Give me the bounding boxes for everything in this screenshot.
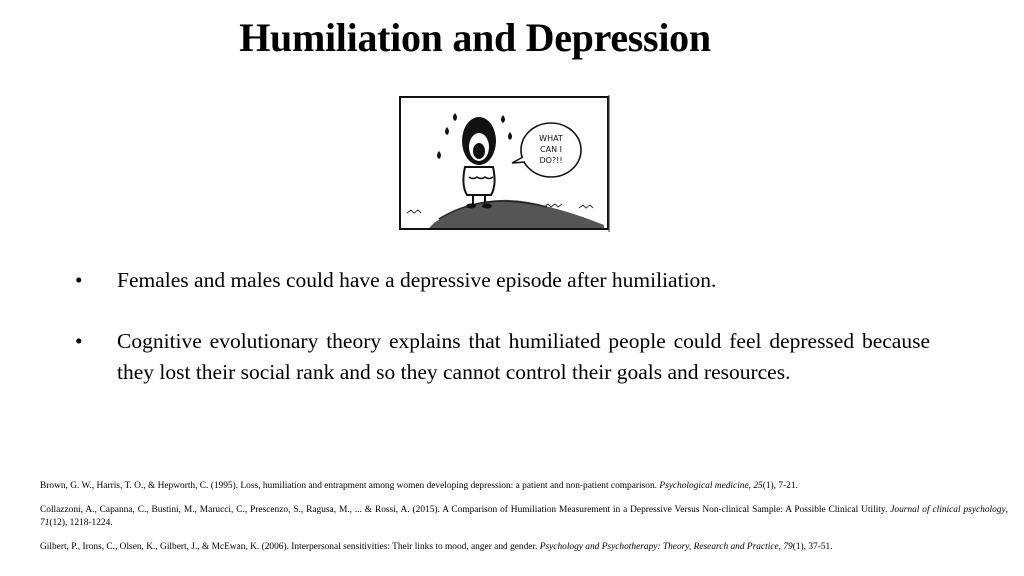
- reference-separator: ,: [1005, 505, 1008, 515]
- bullet-list: [75, 265, 930, 418]
- reference-text: Gilbert, P., Irons, C., Olsen, K., Gilbert, J., & McEwan, K. (2006). Interpersonal sensitivities: Their links to mood, anger and gender.: [40, 542, 540, 552]
- speech-bubble-line-2: CAN I: [540, 145, 562, 154]
- references: [40, 480, 1008, 554]
- reference-text: Collazzoni, A., Capanna, C., Bustini, M., Marucci, C., Prescenzo, S., Ragusa, M., ... & Rossi, A. (2015). A Comparison of Humiliation Measurement in a Depressive Versus Non-clinical Sample: A Possible Clinical Utility.: [40, 505, 891, 515]
- reference-journal: Journal of clinical psychology: [890, 505, 1006, 515]
- bullet-mark: •: [75, 329, 83, 353]
- reference-pages: (12), 1218-1224.: [49, 518, 113, 528]
- reference-volume: 79: [783, 542, 793, 552]
- bullet-item: [75, 326, 930, 388]
- reference-volume: 71: [40, 518, 50, 528]
- reference-item: [40, 480, 1008, 493]
- reference-volume: 25: [753, 481, 763, 491]
- reference-item: [40, 541, 1008, 554]
- reference-text: Brown, G. W., Harris, T. O., & Hepworth, C. (1995). Loss, humiliation and entrapment among women developing depression: a patient and non-patient comparison.: [40, 481, 660, 491]
- bullet-item: [75, 265, 930, 296]
- bullet-text: Cognitive evolutionary theory explains that humiliated people could feel depressed because they lost their social rank and so they cannot control their goals and resources.: [117, 329, 930, 384]
- slide-title: Humiliation and Depression: [239, 15, 711, 60]
- reference-pages: (1), 37-51.: [792, 542, 833, 552]
- reference-journal: Psychological medicine: [659, 481, 749, 491]
- bullet-text: Females and males could have a depressive episode after humiliation.: [117, 268, 717, 292]
- speech-bubble-line-3: DO?!!: [539, 156, 563, 165]
- speech-bubble-line-1: WHAT: [539, 134, 563, 143]
- bullet-mark: •: [75, 268, 83, 292]
- reference-journal: Psychology and Psychotherapy: Theory, Research and Practice: [539, 542, 779, 552]
- reference-separator: ,: [748, 481, 754, 491]
- crying-child-cartoon-icon: [399, 95, 611, 232]
- reference-pages: (1), 7-21.: [762, 481, 798, 491]
- reference-separator: ,: [778, 542, 784, 552]
- reference-item: [40, 504, 1008, 530]
